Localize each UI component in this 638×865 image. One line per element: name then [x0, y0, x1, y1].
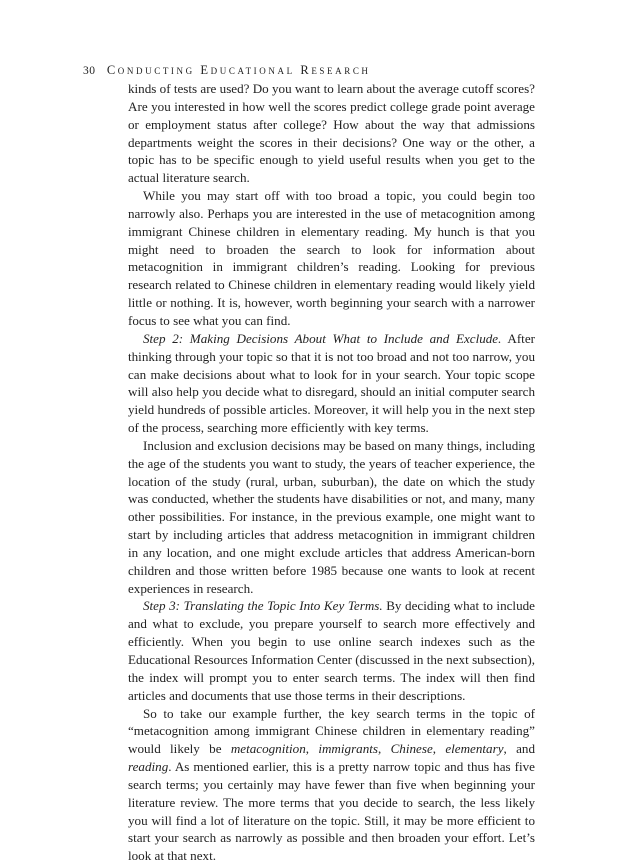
italic-run: Step 2: Making Decisions About What to Include and Exclude. [143, 330, 502, 346]
text-run: , [432, 741, 446, 757]
paragraph [128, 437, 535, 598]
text-run: kinds of tests are used? Do you want to learn about the average cutoff scores? Are you interested in how well the scores predict college grade point average or employment status after college? How about the way that admissions departments weight the scores in their decisions? One way or the other, a topic has to be specific enough to yield useful results when you get to the actual literature search. [128, 81, 535, 186]
italic-run: Step 3: Translating the Topic Into Key Terms. [143, 598, 383, 614]
italic-run: reading [128, 759, 169, 775]
text-run: After thinking through your topic so that it is not too broad and not too narrow, you can make decisions about what to look for in your search. Your topic scope will also help you decide what to disregard, should an initial computer search yield hundreds of possible articles. Moreover, it will help you in the next step of the process, searching more efficiently with key terms. [128, 330, 535, 436]
paragraph [128, 705, 535, 865]
text-run: So to take our example further, the key search terms in the topic of “metacognition among immigrant Chinese children in elementary reading” would likely be [128, 705, 535, 757]
running-head-title: Conducting Educational Research [106, 63, 371, 77]
text-run: , [378, 741, 391, 757]
paragraph [128, 80, 535, 187]
italic-run: immigrants [318, 741, 378, 757]
text-run: Inclusion and exclusion decisions may be based on many things, including the age of the students you want to study, the years of teacher experience, the location of the study (rural, urban, suburban), the date on which the study was conducted, whether the students have disabilities or not, and many, many other possibilities. For instance, in the previous example, one might want to start by including articles that address metacognition in immigrant children in any location, and one might exclude articles that address American-born children and those written before 1985 because one wants to look at recent experiences in research. [128, 437, 535, 596]
text-run: , [305, 741, 319, 757]
text-run: . As mentioned earlier, this is a pretty narrow topic and thus has five search terms; you certainly may have fewer than five when beginning your literature review. The more terms that you decide to search, the less likely you will find a lot of literature on the topic. Still, it may be more efficient to start your search as narrowly as possible and then broaden your effort. Let’s look at that next. [128, 759, 535, 864]
body-text [128, 80, 535, 865]
italic-run: Chinese [390, 741, 433, 757]
running-head [83, 63, 371, 78]
text-run: While you may start off with too broad a topic, you could begin too narrowly also. Perhaps you are interested in the use of metacognition among immigrant Chinese children in elementary reading. My hunch is that you might need to broaden the search to look for information about metacognition in immigrant children’s reading. Looking for previous research related to Chinese children in elementary reading would likely yield little or nothing. It is, however, worth beginning your search with a narrower focus to see what you can find. [128, 188, 535, 328]
italic-run: metacognition [230, 741, 306, 757]
paragraph [128, 597, 535, 704]
italic-run: elementary [445, 741, 504, 757]
page-number: 30 [83, 65, 96, 77]
paragraph [128, 187, 535, 330]
text-run: , and [503, 741, 535, 757]
text-run: By deciding what to include and what to exclude, you prepare yourself to search more effectively and efficiently. When you begin to use online search indexes such as the Educational Resources Information Center (discussed in the next subsection), the index will prompt you to enter search terms. The index will then find articles and documents that use those terms in their descriptions. [128, 598, 535, 703]
paragraph [128, 330, 535, 437]
